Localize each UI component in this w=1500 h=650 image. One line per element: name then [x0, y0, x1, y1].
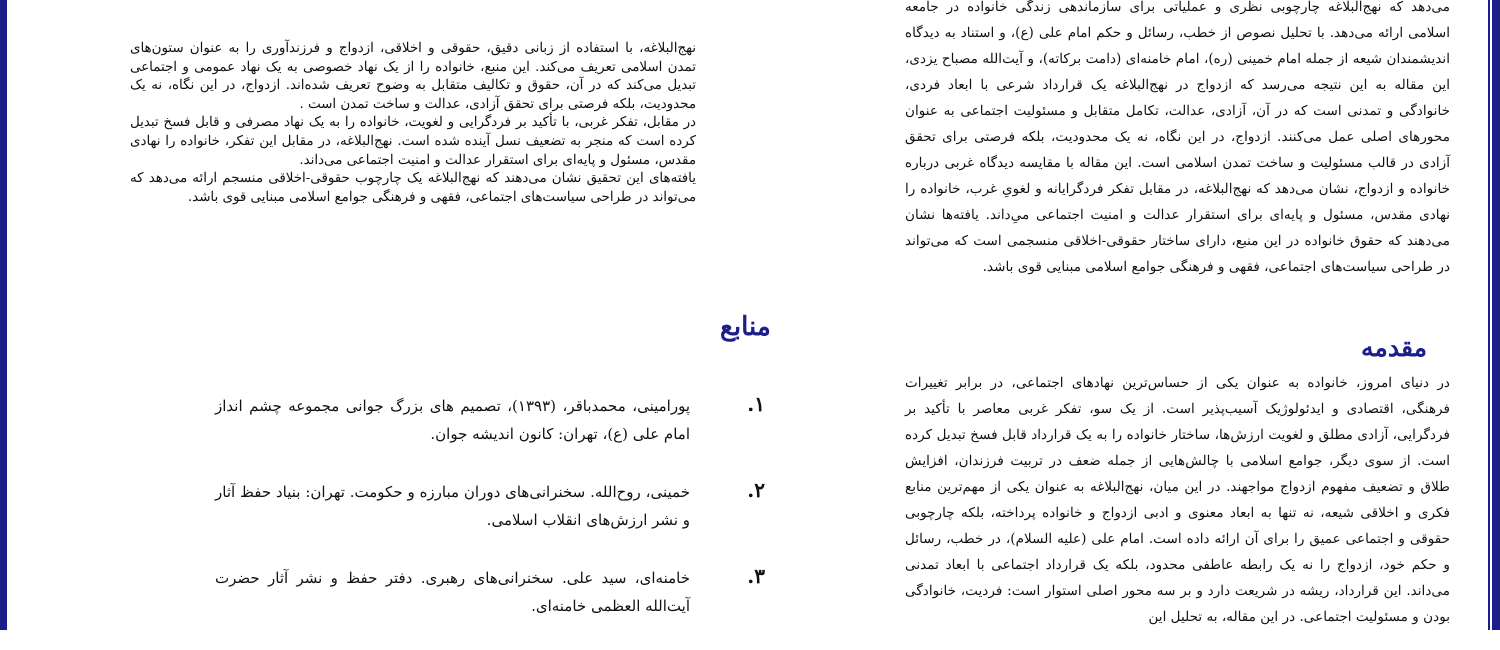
abstract-paragraph: می‌دهد که نهج‌البلاغه چارچوبی نظری و عملیاتی برای سازماندهی زندگی خانواده در جامعه اسلامی ارائه می‌دهد. با تحلیل نصوص از خطب، رسائل و حکم امام علی (ع)، و استناد به دیدگاه اندیشمندان شیعه از جمله امام خمینی (ره)، امام خامنه‌ای (دامت برکاته)، و آیت‌الله مصباح یزدی، این مقاله به این نتیجه می‌رسد که ازدواج در نهج‌البلاغه یک قرارداد شرعی با ابعاد فردی، خانوادگی و تمدنی است که در آن، آزادی، عدالت، تکامل متقابل و مسئولیت اجتماعی به عنوان محورهای اصلی عمل می‌کنند. ازدواج، در این نگاه، نه یک محدودیت، بلکه فرصتی برای تحقق آزادی در قالب مسئولیت و ساخت تمدن اسلامی است. این مقاله با مقایسه دیدگاه غربی درباره خانواده و ازدواج، نشان می‌دهد که نهج‌البلاغه، در مقابل تفکر فردگرایانه و لغویِ غرب، خانواده را نهادی مقدس، مسئول و پایه‌ای برای استقرار عدالت و امنیت اجتماعی میِ‌داند. یافته‌ها نشان می‌دهند که حقوق خانواده در این منبع، دارای ساختار حقوقی-اخلاقی منسجمی است که می‌تواند در طراحی سیاست‌های اجتماعی، فقهی و فرهنگی جوامع اسلامی مبنایی قوی باشد. — [905, 0, 1450, 275]
reference-item — [215, 478, 765, 564]
intro-heading: مقدمه — [1361, 333, 1427, 362]
reference-text: خمینی، روح‌الله. سخنرانی‌های دوران مبارزه و حکومت. تهران: بنیاد حفظ آثار و نشر ارزش‌های انقلاب اسلامی. — [215, 483, 690, 529]
left-border — [0, 0, 7, 630]
reference-number: ۳. — [747, 564, 765, 588]
left-paragraph-1: نهج‌البلاغه، با استفاده از زبانی دقیق، حقوقی و اخلاقی، ازدواج و فرزندآوری را به عنوان ستون‌های تمدن اسلامی تعریف می‌کند. این منبع، خانواده را از یک نهاد خصوصی به یک نهاد عمومی و اجتماعی تبدیل می‌کند که در آن، حقوق و تکالیف متقابل به وضوح تعریف شده‌اند. ازدواج، در این نگاه، نه یک محدودیت، بلکه فرصتی برای تحقق آزادی، عدالت و ساخت تمدن است . — [130, 41, 696, 112]
left-paragraph-3: یافته‌های این تحقیق نشان می‌دهند که نهج‌البلاغه یک چارچوب حقوقی-اخلاقی منسجم ارائه می‌دهد که می‌تواند در طراحی سیاست‌های اجتماعی، فقهی و فرهنگی جوامع اسلامی مبنایی قوی باشد. — [130, 171, 696, 205]
right-border — [1492, 0, 1500, 630]
reference-text: پورامینی، محمدباقر، (۱۳۹۳)، تصمیم های بزرگ جوانی مجموعه چشم انداز امام علی (ع)، تهران: کانون اندیشه جوان. — [215, 397, 690, 443]
reference-number: ۱. — [747, 392, 765, 416]
references-heading: منابع — [720, 312, 771, 342]
reference-text: خامنه‌ای، سید علی. سخنرانی‌های رهبری. دفتر حفظ و نشر آثار حضرت آیت‌الله العظمی خامنه‌ای. — [215, 569, 690, 615]
reference-number: ۲. — [747, 478, 765, 502]
intro-paragraph: در دنیای امروز، خانواده به عنوان یکی از حساس‌ترین نهادهای اجتماعی، در برابر تغییرات فرهنگی، اقتصادی و ایدئولوژیک آسیب‌پذیر است. از یک سو، تفکر غربی معاصر با تأکید بر فردگرایی، آزادی مطلق و لغویت ارزش‌ها، ساختار خانواده را به یک قرارداد قابل فسخ تبدیل کرده است. از سوی دیگر، جوامع اسلامی با چالش‌هایی از جمله ضعف در تربیت فرزندان، افزایش طلاق و تضعیف مفهوم ازدواج مواجهند. در این میان، نهج‌البلاغه به عنوان یکی از مهم‌ترین منابع فکری و اخلاقی شیعه، نه تنها به ابعاد معنوی و ادبی ازدواج و خانواده پرداخته، بلکه چارچوبی حقوقی و اجتماعی عمیق را برای آن ارائه داده است. امام علی (علیه السلام)، در خطب، رسائل و حکم خود، ازدواج را نه یک رابطه عاطفی محدود، بلکه یک قرارداد اجتماعی با ابعاد تمدنی می‌داند. این قرارداد، ریشه در شریعت دارد و بر سه محور اصلی استوار است: فردیت، خانوادگی بودن و مسئولیت اجتماعی. در این مقاله، به تحلیل این — [905, 375, 1450, 625]
left-column-body — [130, 40, 696, 207]
reference-item — [215, 564, 765, 650]
left-paragraph-2: در مقابل، تفکر غربی، با تأکید بر فردگرایی و لغویت، خانواده را به یک نهاد مصرفی و قابل فسخ تبدیل کرده است که منجر به تضعیف نسل آینده شده است. نهج‌البلاغه، در مقابل این تفکر، خانواده را نهادی مقدس، مسئول و پایه‌ای برای استقرار عدالت و امنیت اجتماعی می‌داند. — [130, 115, 696, 168]
reference-item — [215, 392, 765, 478]
references-list — [215, 392, 765, 650]
